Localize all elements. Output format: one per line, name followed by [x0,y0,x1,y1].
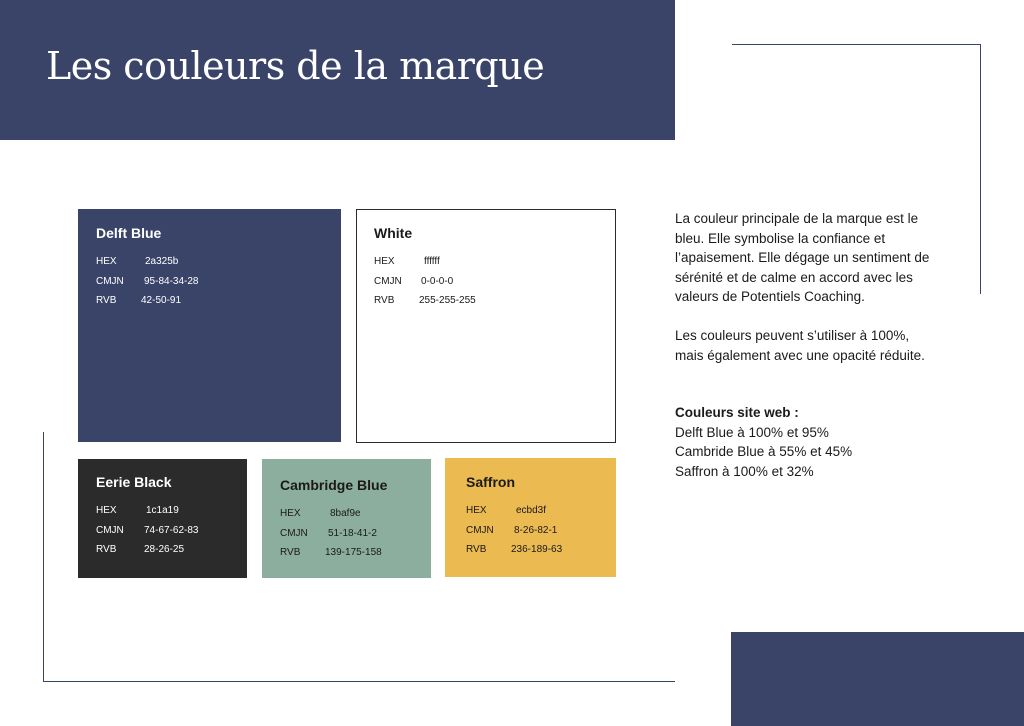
code-label: RVB [96,295,117,306]
code-row-cmjn [96,525,198,545]
swatch-delft-blue [78,209,341,442]
code-label: RVB [280,547,301,558]
frame-line-right-vertical [980,44,981,294]
code-label: CMJN [96,524,124,536]
web-colors-heading: Couleurs site web : [675,405,799,420]
code-label: CMJN [374,275,402,287]
code-row-hex [280,508,382,528]
code-row-rvb [374,295,476,315]
header-band [0,0,675,140]
code-row-rvb [96,544,198,564]
code-value: 236-189-63 [511,544,563,555]
code-value: 51-18-41-2 [328,527,377,539]
web-colors-line: Delft Blue à 100% et 95% [675,424,829,440]
swatch-name: Delft Blue [96,225,162,241]
code-value: 8-26-82-1 [514,524,558,536]
code-label: RVB [374,295,395,306]
description-paragraph-1: La couleur principale de la marque est le bleu. Elle symbolise la confiance et l’apaisement. Elle dégage un sentiment de sérénité et de calme en accord avec les valeurs de Potentiels Coaching. [675,211,930,304]
code-row-cmjn [374,276,476,296]
code-value: 8baf9e [330,508,361,519]
code-label: HEX [96,256,117,267]
swatch-name: Saffron [466,474,515,490]
code-row-rvb [466,544,562,564]
code-value: ecbd3f [516,505,547,516]
page-title: Les couleurs de la marque [46,44,545,88]
bottom-band [731,632,1024,726]
code-row-cmjn [96,276,198,296]
code-label: HEX [374,256,395,267]
description-paragraph-2: Les couleurs peuvent s’utiliser à 100%, mais également avec une opacité réduite. [675,328,925,363]
code-label: CMJN [280,527,308,539]
code-row-hex [96,256,198,276]
swatch-codes [374,256,476,315]
code-label: CMJN [96,275,124,287]
web-colors-line: Cambride Blue à 55% et 45% [675,444,853,459]
swatch-codes [96,256,198,315]
code-label: CMJN [466,524,494,536]
code-label: HEX [96,505,117,516]
swatch-codes [96,505,198,564]
web-colors-line: Saffron à 100% et 32% [675,463,814,479]
code-label: RVB [96,544,117,555]
code-row-hex [374,256,476,276]
code-value: 28-26-25 [144,544,185,555]
code-label: HEX [466,505,487,516]
swatch-white [356,209,616,443]
code-label: HEX [280,508,301,519]
description-panel [675,209,935,481]
code-row-hex [466,505,562,525]
code-label: RVB [466,544,487,555]
swatch-saffron [445,458,616,577]
code-value: 0-0-0-0 [421,275,454,287]
code-row-hex [96,505,198,525]
code-value: 1c1a19 [146,505,179,516]
frame-line-left-vertical [43,432,44,682]
frame-line-bottom [43,681,675,682]
code-value: 74-67-62-83 [144,524,199,536]
code-row-cmjn [280,528,382,548]
swatch-codes [466,505,562,564]
code-value: 2a325b [145,256,179,267]
code-value: ffffff [424,256,440,267]
code-row-cmjn [466,525,562,545]
swatch-name: Eerie Black [96,474,172,490]
code-value: 95-84-34-28 [144,275,199,287]
swatch-eerie-black [78,459,247,578]
code-row-rvb [280,547,382,567]
swatch-name: White [374,225,413,241]
swatch-cambridge-blue [262,459,431,578]
code-row-rvb [96,295,198,315]
code-value: 139-175-158 [325,547,382,558]
code-value: 42-50-91 [141,295,182,306]
swatch-name: Cambridge Blue [280,477,388,493]
frame-line-top-right [732,44,981,45]
code-value: 255-255-255 [419,295,476,306]
swatch-codes [280,508,382,567]
